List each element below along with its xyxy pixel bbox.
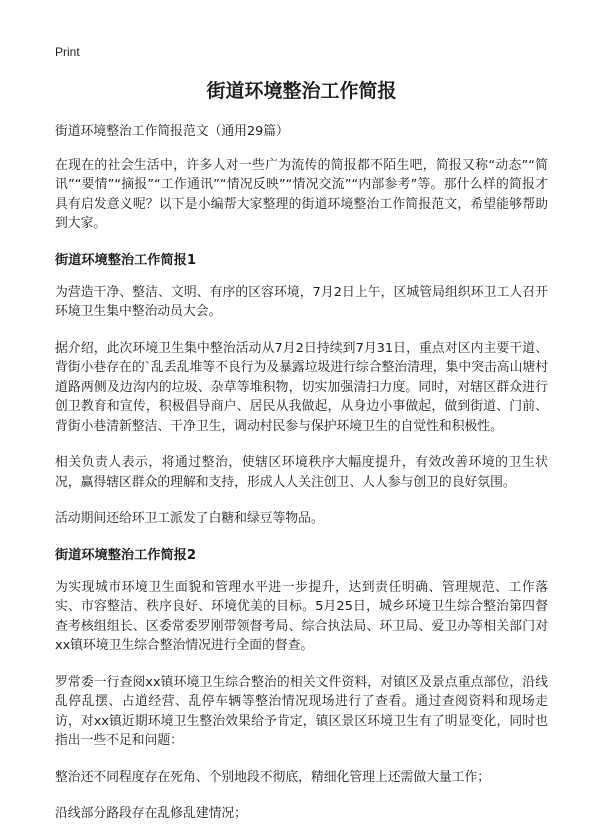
section-1-paragraph-3: 相关负责人表示，将通过整治，使辖区环境秩序大幅度提升，有效改善环境的卫生状况，赢得辖区群众的理解和支持，形成人人关注创卫、人人参与创卫的良好氛围。 <box>55 455 548 490</box>
section-2-paragraph-1: 为实现城市环境卫生面貌和管理水平进一步提升，达到责任明确、管理规范、工作落实、市容整洁、秩序良好、环境优美的目标。5月25日，城乡环境卫生综合整治第四督查考核组组长、区委常委罗刚带领督考局、综合执法局、环卫局、爱卫办等相关部门对xx镇环境卫生综合整治情况进行全面的督查。 <box>55 579 548 653</box>
document-title: 街道环境整治工作简报 <box>206 80 397 102</box>
section-1-paragraph-1: 为营造干净、整洁、文明、有序的区容环境，7月2日上午，区城管局组织环卫工人召开环境卫生集中整治动员大会。 <box>55 284 548 319</box>
section-2-paragraph-2: 罗常委一行查阅xx镇环境卫生综合整治的相关文件资料，对镇区及景点重点部位，沿线乱停乱摆、占道经营、乱停车辆等整治情况现场进行了查看。通过查阅资料和现场走访，对xx镇近期环境卫生整治效果给予肯定，镇区景区环境卫生有了明显变化，同时也指出一些不足和问题： <box>55 674 548 748</box>
print-link[interactable]: Print <box>55 45 80 59</box>
section-1-paragraph-4: 活动期间还给环卫工派发了白糖和绿豆等物品。 <box>55 511 324 526</box>
section-1-heading: 街道环境整治工作简报1 <box>55 252 197 268</box>
section-1-paragraph-2: 据介绍，此次环境卫生集中整治活动从7月2日持续到7月31日，重点对区内主要干道、背街小巷存在的`乱丢乱堆等不良行为及暴露垃圾进行综合整治清理，集中突击高山塘村道路两侧及边沟内的垃圾、杂草等堆积物，切实加强清扫力度。同时，对辖区群众进行创卫教育和宣传，积极倡导商户、居民从我做起，从身边小事做起，做到街道、门前、背街小巷清新整洁、干净卫生，调动村民参与保护环境卫生的自觉性和积极性。 <box>55 340 548 434</box>
document-subtitle: 街道环境整治工作简报范文（通用29篇） <box>55 124 289 139</box>
intro-paragraph: 在现在的社会生活中，许多人对一些广为流传的简报都不陌生吧，简报又称“动态”“简讯”“要情”“摘报”“工作通讯”“情况反映”“情况交流”“内部参考”等。那什么样的简报才具有启发意义呢？以下是小编帮大家整理的街道环境整治工作简报范文，希望能够帮助到大家。 <box>55 157 548 231</box>
section-2-paragraph-4: 沿线部分路段存在乱修乱建情况； <box>55 806 247 821</box>
section-2-heading: 街道环境整治工作简报2 <box>55 547 197 563</box>
section-2-paragraph-3: 整治还不同程度存在死角、个别地段不彻底，精细化管理上还需做大量工作； <box>55 769 491 785</box>
